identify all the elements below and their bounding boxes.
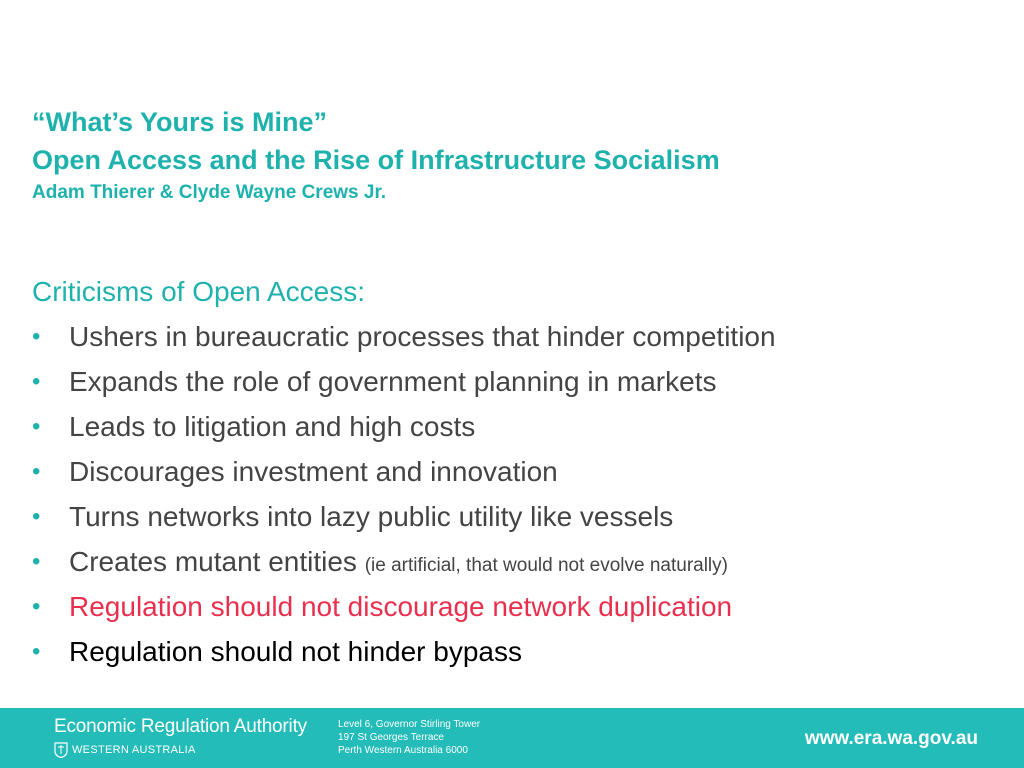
bullet-text: Regulation should not discourage network duplication	[69, 591, 733, 622]
bullet-marker: •	[32, 548, 41, 575]
bullet-item	[32, 404, 776, 449]
bullet-text: Creates mutant entities	[69, 546, 365, 577]
bullet-text: Turns networks into lazy public utility like vessels	[69, 501, 674, 532]
address-line: Level 6, Governor Stirling Tower	[338, 719, 481, 730]
bullet-item	[32, 359, 776, 404]
bullet-item	[32, 539, 776, 584]
address-block	[338, 718, 480, 757]
bullet-list	[32, 314, 776, 674]
bullet-note: (ie artificial, that would not evolve naturally)	[364, 555, 728, 576]
bullet-text: Leads to litigation and high costs	[69, 411, 476, 442]
bullet-item	[32, 314, 776, 359]
slide-subtitle: Open Access and the Rise of Infrastructure Socialism	[32, 145, 720, 175]
bullet-marker: •	[32, 368, 41, 395]
bullet-item	[32, 494, 776, 539]
bullet-text: Regulation should not hinder bypass	[69, 636, 522, 667]
footer-bar	[0, 708, 1024, 768]
slide-authors: Adam Thierer & Clyde Wayne Crews Jr.	[32, 182, 387, 203]
bullet-marker: •	[32, 413, 41, 440]
title-block	[32, 104, 720, 206]
state-name: WESTERN AUSTRALIA	[72, 744, 196, 756]
address-line: 197 St Georges Terrace	[338, 732, 444, 743]
bullet-item	[32, 629, 776, 674]
bullet-marker: •	[32, 593, 41, 620]
slide-title: “What’s Yours is Mine”	[32, 107, 328, 137]
bullet-item-highlight	[32, 584, 776, 629]
bullet-text: Ushers in bureaucratic processes that hinder competition	[69, 321, 776, 352]
bullet-text: Discourages investment and innovation	[69, 456, 558, 487]
bullet-marker: •	[32, 323, 41, 350]
bullet-marker: •	[32, 503, 41, 530]
crest-icon	[54, 742, 68, 758]
bullet-text: Expands the role of government planning in markets	[69, 366, 717, 397]
address-line: Perth Western Australia 6000	[338, 745, 468, 756]
bullet-marker: •	[32, 458, 41, 485]
bullet-marker: •	[32, 638, 41, 665]
bullet-item	[32, 449, 776, 494]
org-name: Economic Regulation Authority	[54, 716, 307, 737]
section-heading: Criticisms of Open Access:	[32, 276, 365, 307]
website-link[interactable]: www.era.wa.gov.au	[804, 728, 978, 749]
